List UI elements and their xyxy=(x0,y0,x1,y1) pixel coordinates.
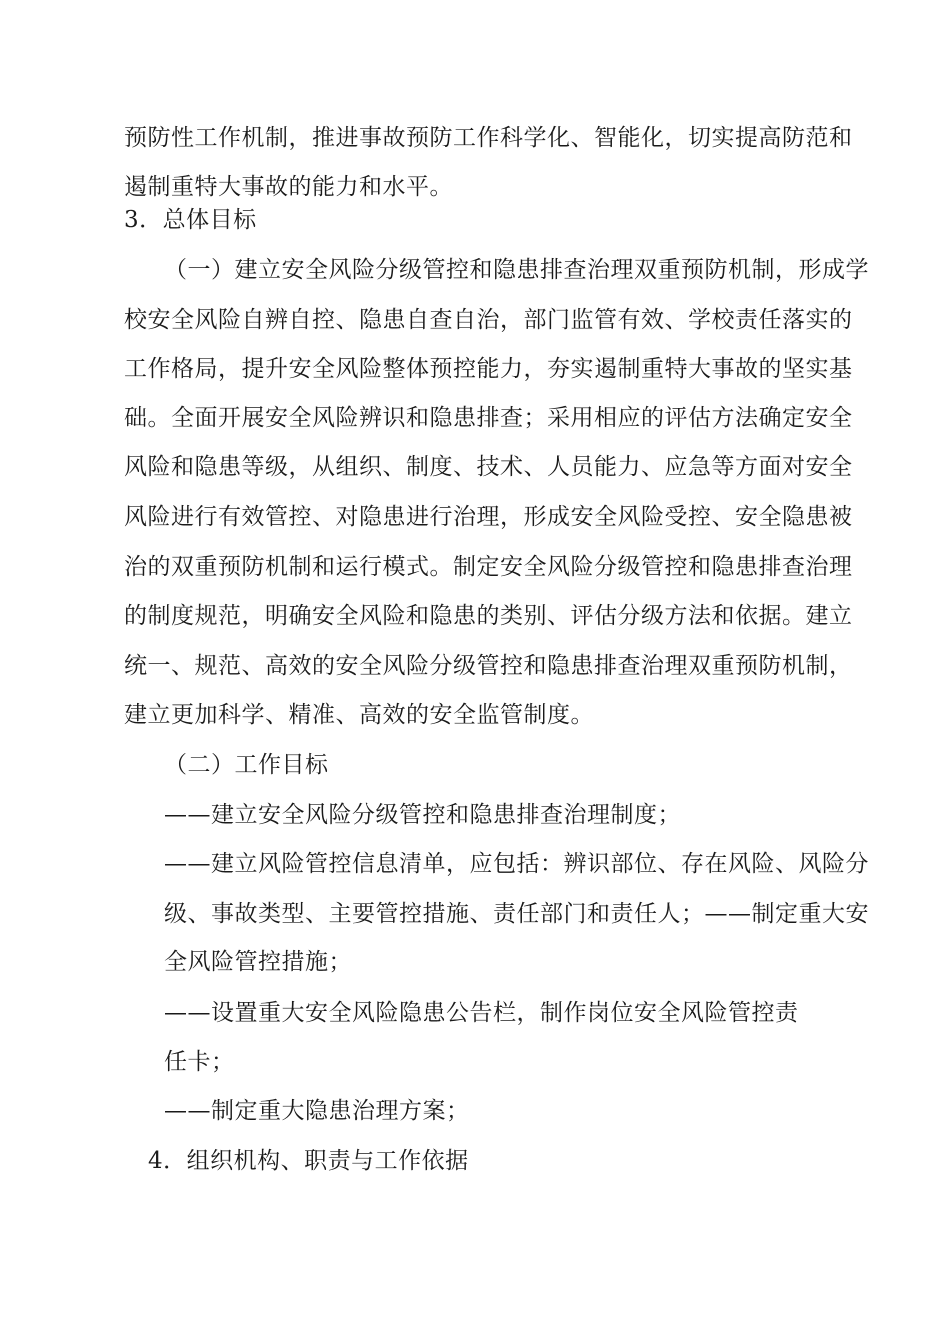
list-item: ——建立风险管控信息清单，应包括：辨识部位、存在风险、风险分 xyxy=(164,851,869,877)
section-heading: 3．总体目标 xyxy=(124,207,257,233)
section-heading: 4．组织机构、职责与工作依据 xyxy=(148,1148,469,1174)
paragraph-line: 风险和隐患等级，从组织、制度、技术、人员能力、应急等方面对安全 xyxy=(124,454,853,480)
paragraph-line: 预防性工作机制，推进事故预防工作科学化、智能化，切实提高防范和 xyxy=(124,125,853,151)
subsection-heading: （一）建立安全风险分级管控和隐患排查治理双重预防机制，形成学 xyxy=(164,257,869,283)
list-item-continuation: 级、事故类型、主要管控措施、责任部门和责任人；——制定重大安 xyxy=(164,901,869,927)
subsection-heading: （二）工作目标 xyxy=(164,752,329,778)
paragraph-line: 风险进行有效管控、对隐患进行治理，形成安全风险受控、安全隐患被 xyxy=(124,504,853,530)
list-item-continuation: 任卡； xyxy=(164,1049,235,1075)
paragraph-line: 遏制重特大事故的能力和水平。 xyxy=(124,174,453,200)
paragraph-line: 统一、规范、高效的安全风险分级管控和隐患排查治理双重预防机制， xyxy=(124,653,853,679)
paragraph-line: 的制度规范，明确安全风险和隐患的类别、评估分级方法和依据。建立 xyxy=(124,603,853,629)
paragraph-line: 础。全面开展安全风险辨识和隐患排查；采用相应的评估方法确定安全 xyxy=(124,405,853,431)
paragraph-line: 建立更加科学、精准、高效的安全监管制度。 xyxy=(124,702,594,728)
list-item-continuation: 全风险管控措施； xyxy=(164,949,352,975)
list-item: ——建立安全风险分级管控和隐患排查治理制度； xyxy=(164,802,681,828)
list-item: ——制定重大隐患治理方案； xyxy=(164,1098,470,1124)
paragraph-line: 校安全风险自辨自控、隐患自查自治，部门监管有效、学校责任落实的 xyxy=(124,307,853,333)
list-item: ——设置重大安全风险隐患公告栏，制作岗位安全风险管控责 xyxy=(164,1000,799,1026)
paragraph-line: 工作格局，提升安全风险整体预控能力，夯实遏制重特大事故的坚实基 xyxy=(124,356,853,382)
paragraph-line: 治的双重预防机制和运行模式。制定安全风险分级管控和隐患排查治理 xyxy=(124,554,853,580)
